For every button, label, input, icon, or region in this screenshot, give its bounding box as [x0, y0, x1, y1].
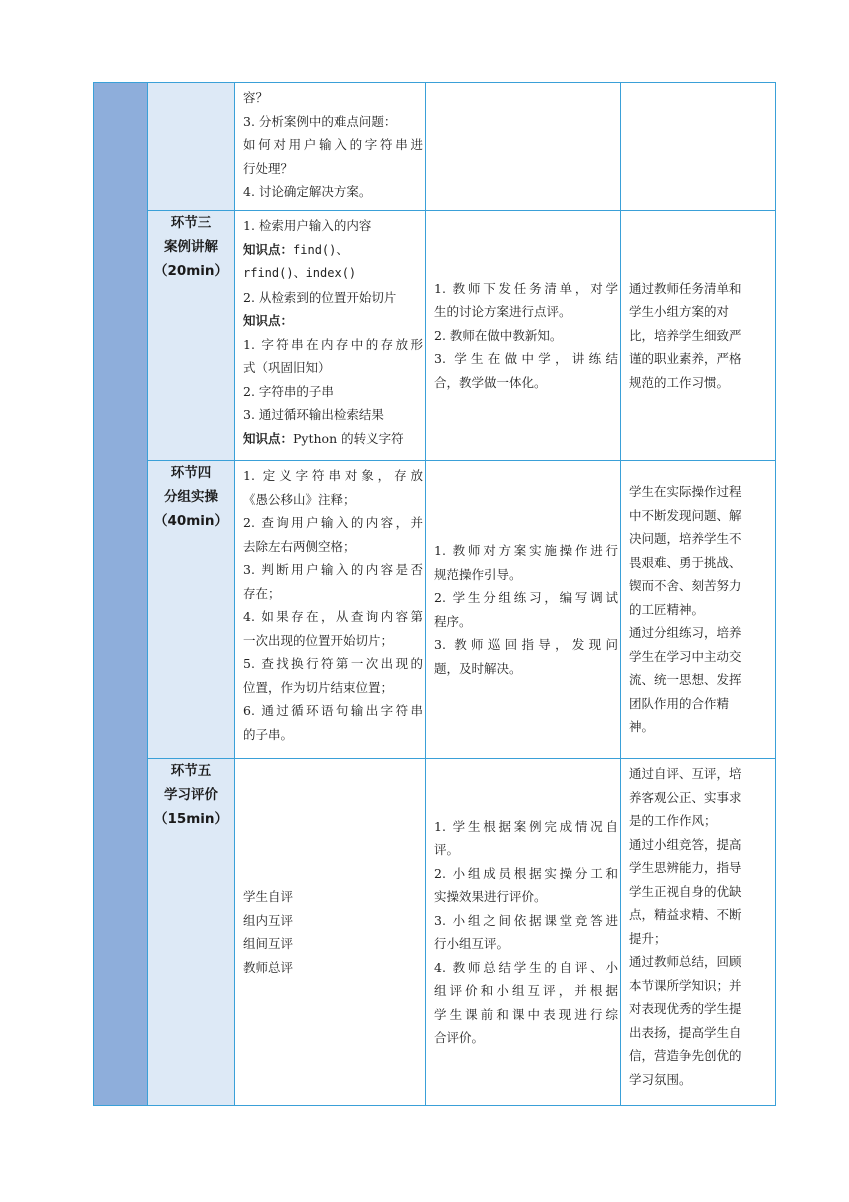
section-name: 环节五: [170, 763, 212, 779]
teacher-line: 题，及时解决。: [434, 660, 522, 676]
content-line: 知识点：find()、: [243, 241, 349, 257]
intent-line: 规范的工作习惯。: [629, 374, 730, 390]
intent-line: 锲而不舍、刻苦努力: [629, 578, 742, 594]
intent-line: 学生小组方案的对: [629, 304, 730, 320]
content-line: 2. 字符串的子串: [243, 383, 334, 399]
teacher-line: 评。: [434, 842, 460, 857]
teacher-line: 3. 学生在做中学，讲练结: [434, 351, 618, 367]
intent-line: 养客观公正、实事求: [629, 789, 742, 805]
intent-line: 的工匠精神。: [629, 601, 705, 617]
teacher-line: 程序。: [434, 613, 472, 629]
intent-line: 学生正视自身的优缺: [629, 883, 742, 899]
intent-line: 对表现优秀的学生提: [629, 1001, 742, 1016]
intent-line: 谨的职业素养，严格: [629, 351, 742, 367]
intent-line: 通过分组练习，培养: [629, 625, 742, 641]
section-title: 案例讲解: [164, 239, 218, 255]
content-line: 学生自评: [243, 889, 294, 904]
content-line: 《愚公移山》注释；: [243, 491, 356, 507]
content-line: 位置，作为切片结束位置；: [243, 679, 394, 695]
section-name: 环节三: [170, 215, 212, 231]
content-line: 组间互评: [243, 936, 294, 951]
section-duration: （15min）: [153, 811, 229, 827]
teacher-line: 学生课前和课中表现进行综: [434, 1006, 618, 1022]
intent-cell: [621, 759, 776, 1106]
teacher-line: 1. 教师对方案实施操作进行: [434, 543, 618, 558]
teacher-line: 合评价。: [434, 1030, 485, 1045]
teacher-line: 生的讨论方案进行点评。: [434, 304, 572, 320]
intent-line: 是的工作作风；: [629, 813, 717, 828]
content-cell: [235, 759, 426, 1106]
intent-line: 通过教师总结，回顾: [629, 954, 742, 969]
section-cell: [148, 211, 235, 461]
teacher-line: 组评价和小组互评，并根据: [434, 983, 618, 998]
teacher-line: 实操效果进行评价。: [434, 889, 547, 904]
intent-line: 出表扬，提高学生自: [629, 1024, 742, 1040]
section-duration: （40min）: [153, 513, 229, 529]
intent-line: 本节课所学知识；并: [629, 977, 742, 993]
content-line: 教师总评: [243, 959, 294, 975]
table-row: [94, 211, 776, 461]
content-line: 1. 检索用户输入的内容: [243, 218, 372, 233]
table-row: [94, 461, 776, 759]
content-line: 6. 通过循环语句输出字符串: [243, 703, 423, 718]
intent-line: 中不断发现问题、解: [629, 507, 742, 523]
teacher-cell: [426, 759, 621, 1106]
content-line: 知识点：Python 的转义字符: [243, 430, 404, 446]
content-line: 3. 判断用户输入的内容是否: [243, 562, 423, 577]
side-band: [94, 83, 148, 1106]
section-name: 环节四: [170, 465, 212, 481]
intent-cell: [621, 211, 776, 461]
intent-line: 点，精益求精、不断: [629, 907, 742, 922]
content-line: [243, 309, 423, 333]
section-cell: [148, 461, 235, 759]
intent-line: 神。: [629, 719, 655, 735]
content-line: 2. 从检索到的位置开始切片: [243, 289, 397, 305]
section-cell: [148, 759, 235, 1106]
content-line: 如何对用户输入的字符串进: [243, 137, 423, 152]
content-line: 式（巩固旧知）: [243, 360, 331, 375]
table-row: [94, 759, 776, 1106]
teacher-cell: [426, 461, 621, 759]
content-line: rfind()、index(): [243, 266, 357, 280]
content-line: 1. 定义字符串对象，存放: [243, 468, 423, 483]
teacher-line: 3. 教师巡回指导，发现问: [434, 637, 618, 652]
intent-line: 通过教师任务清单和: [629, 280, 742, 296]
content-line: 4. 讨论确定解决方案。: [243, 184, 372, 199]
intent-line: 决问题，培养学生不: [629, 531, 742, 547]
teacher-line: 2. 教师在做中教新知。: [434, 327, 563, 343]
intent-line: 畏艰难、勇于挑战、: [629, 554, 742, 570]
teacher-line: 1. 学生根据案例完成情况自: [434, 818, 618, 834]
table-row: [94, 83, 776, 211]
intent-cell: [621, 83, 776, 211]
lesson-plan-table: [93, 82, 776, 1106]
teacher-line: 1. 教师下发任务清单，对学: [434, 280, 618, 296]
content-line: 容？: [243, 90, 269, 105]
section-cell: [148, 83, 235, 211]
content-line: 3. 通过循环输出检索结果: [243, 407, 384, 422]
teacher-line: 2. 学生分组练习，编写调试: [434, 590, 618, 605]
content-line: 行处理？: [243, 160, 294, 176]
knowledge-point-label: 知识点：: [243, 241, 294, 257]
section-title: 分组实操: [164, 489, 218, 505]
content-line: 5. 查找换行符第一次出现的: [243, 656, 423, 671]
section-duration: （20min）: [153, 263, 229, 279]
content-cell: [235, 83, 426, 211]
teacher-line: 2. 小组成员根据实操分工和: [434, 865, 618, 881]
intent-cell: [621, 461, 776, 759]
section-title: 学习评价: [164, 787, 218, 803]
teacher-line: 4. 教师总结学生的自评、小: [434, 959, 618, 975]
intent-line: 信，营造争先创优的: [629, 1048, 742, 1063]
intent-line: 学生思辨能力，指导: [629, 860, 742, 875]
intent-line: 学生在实际操作过程: [629, 484, 742, 500]
content-line: 1. 字符串在内存中的存放形: [243, 336, 423, 352]
content-cell: [235, 211, 426, 461]
content-line: 的子串。: [243, 726, 294, 742]
content-line: 3. 分析案例中的难点问题：: [243, 113, 397, 129]
intent-line: 通过自评、互评，培: [629, 766, 742, 781]
content-line: 存在；: [243, 585, 281, 601]
teacher-line: 合，教学做一体化。: [434, 374, 547, 390]
content-line: 去除左右两侧空格；: [243, 538, 356, 554]
knowledge-point-label: 知识点：: [243, 313, 294, 328]
content-line: 4. 如果存在，从查询内容第: [243, 609, 423, 624]
content-line: 2. 查询用户输入的内容，并: [243, 515, 423, 530]
teacher-cell: [426, 83, 621, 211]
intent-line: 学生在学习中主动交: [629, 648, 742, 664]
intent-line: 团队作用的合作精: [629, 695, 730, 711]
teacher-line: 行小组互评。: [434, 936, 510, 951]
intent-line: 通过小组竞答，提高: [629, 836, 742, 852]
teacher-line: 规范操作引导。: [434, 566, 522, 582]
intent-line: 流、统一思想、发挥: [629, 672, 742, 688]
intent-line: 学习氛围。: [629, 1071, 692, 1087]
teacher-line: 3. 小组之间依据课堂竞答进: [434, 912, 618, 928]
content-cell: [235, 461, 426, 759]
content-line: 一次出现的位置开始切片；: [243, 632, 394, 648]
intent-line: 比，培养学生细致严: [629, 327, 742, 343]
intent-line: 提升；: [629, 930, 667, 946]
content-line: 组内互评: [243, 912, 294, 928]
knowledge-point-label: 知识点：: [243, 430, 294, 446]
teacher-cell: [426, 211, 621, 461]
